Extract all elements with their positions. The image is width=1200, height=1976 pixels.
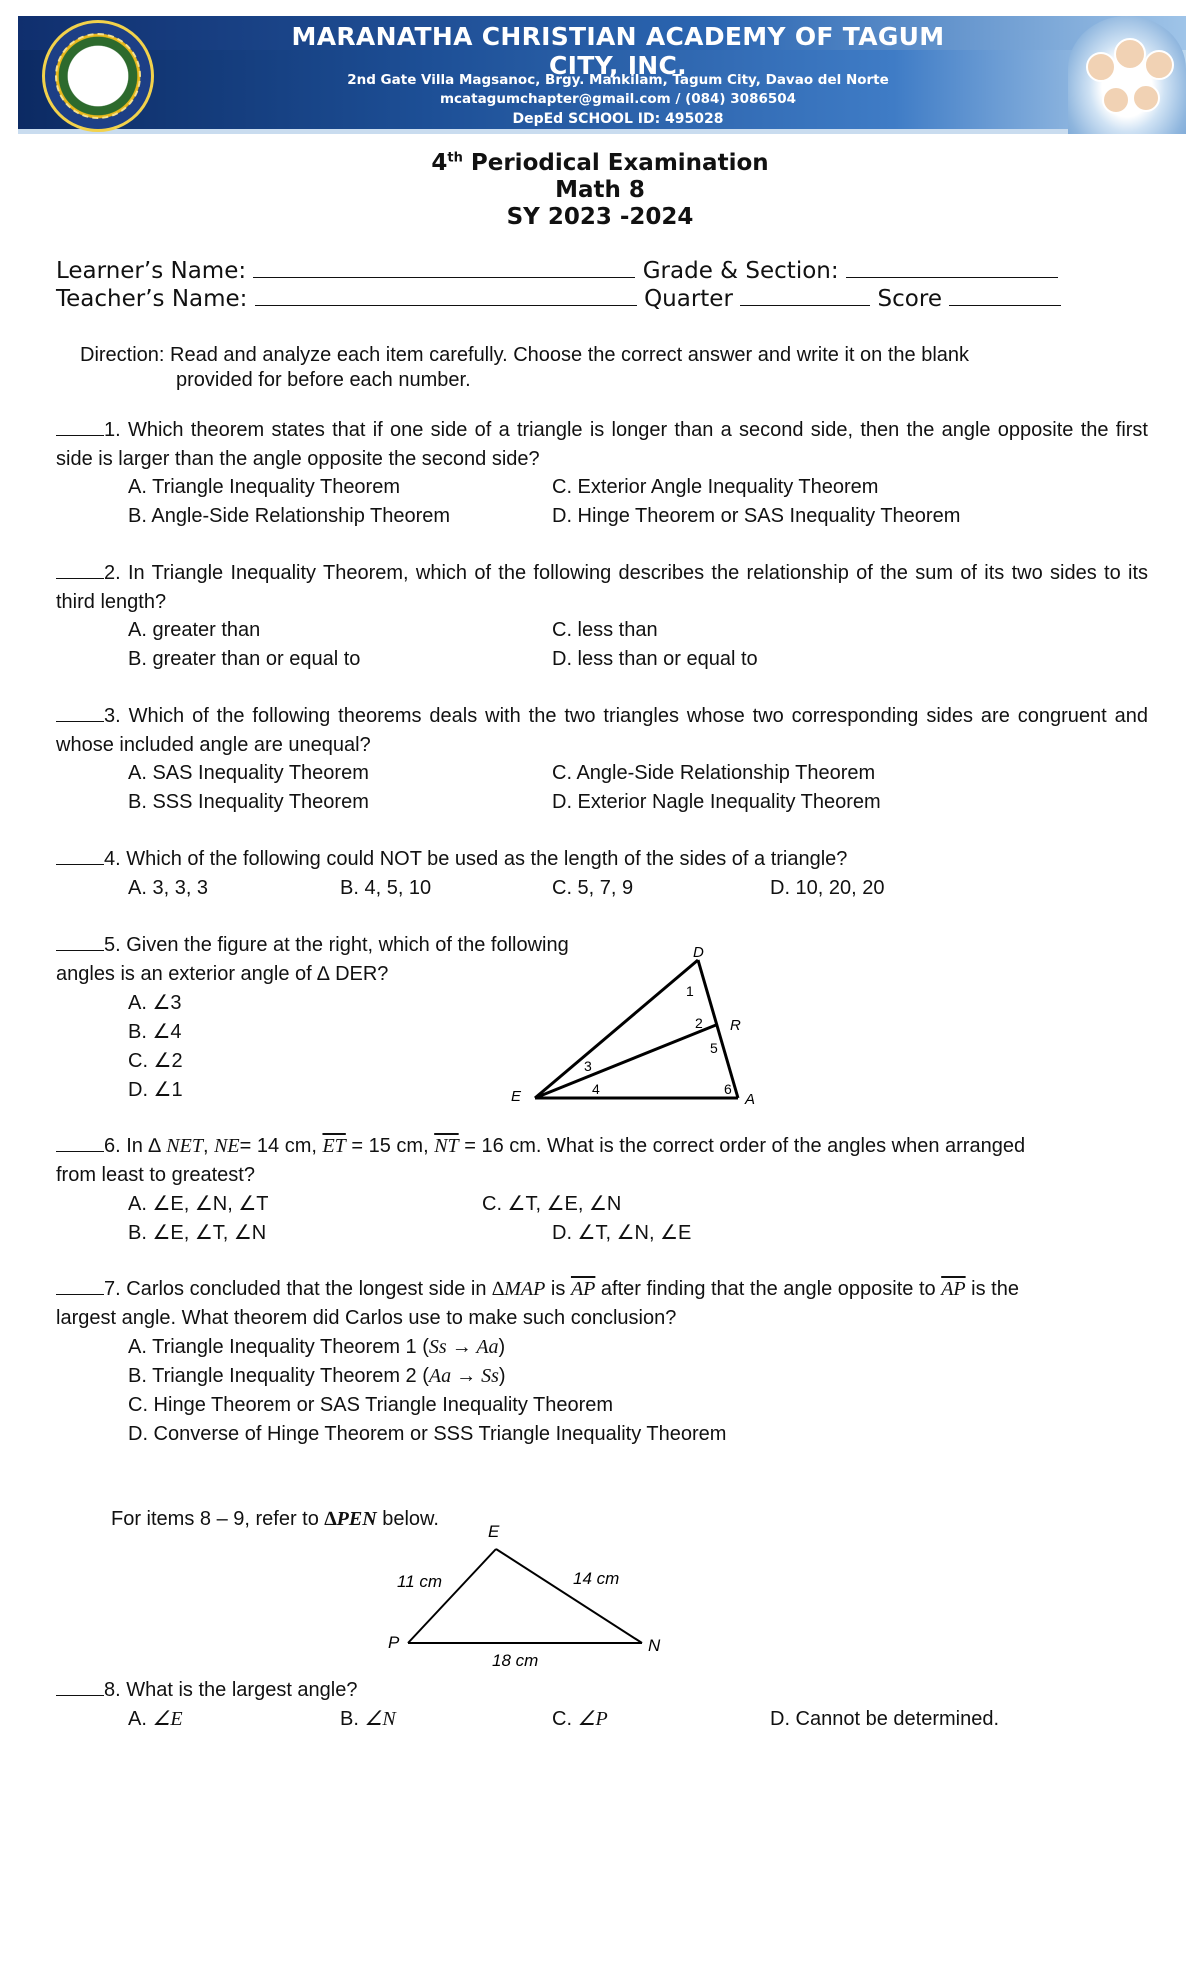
answer-blank-6[interactable] <box>56 1133 104 1152</box>
answer-blank-7[interactable] <box>56 1276 104 1295</box>
question-8: 8. What is the largest angle? <box>56 1676 358 1705</box>
grade-section-label: Grade & Section: <box>642 258 839 284</box>
question-3: 3. Which of the following theorems deals with the two triangles whose two corresponding sides are congruent and whose included angle are unequal? <box>56 705 1148 756</box>
segment-pe <box>408 1549 496 1643</box>
q8-option-d: D. Cannot be determined. <box>770 1708 1000 1730</box>
q4-option-c: C. 5, 7, 9 <box>552 877 634 899</box>
angle-label-6: 6 <box>724 1081 732 1097</box>
q1-option-c: C. Exterior Angle Inequality Theorem <box>552 476 879 498</box>
side-en-length: 14 cm <box>573 1569 620 1588</box>
triangle-der-figure <box>495 940 780 1115</box>
q3-option-a: A. SAS Inequality Theorem <box>128 762 369 784</box>
teacher-name-row <box>56 286 1061 312</box>
q1-option-b: B. Angle-Side Relationship Theorem <box>128 505 451 527</box>
answer-blank-2[interactable] <box>56 560 104 579</box>
items-8-9-instruction: For items 8 – 9, refer to ∆PEN below. <box>111 1508 439 1530</box>
label-e: E <box>511 1088 522 1105</box>
q8-option-c: C. ∠P <box>552 1708 608 1730</box>
question-7-line2: largest angle. What theorem did Carlos use to make such conclusion? <box>56 1307 677 1329</box>
q8-option-b: B. ∠N <box>340 1708 396 1730</box>
grade-section-blank[interactable] <box>846 259 1058 278</box>
angle-label-1: 1 <box>686 983 694 999</box>
answer-blank-5[interactable] <box>56 932 104 951</box>
students-photo <box>1068 16 1186 134</box>
school-address: 2nd Gate Villa Magsanoc, Brgy. Mankilam, Tagum City, Davao del Norte <box>347 72 889 88</box>
q7-option-b: B. Triangle Inequality Theorem 2 (Aa → Ss) <box>128 1365 506 1387</box>
learner-name-blank[interactable] <box>253 259 635 278</box>
angle-label-2: 2 <box>695 1015 703 1031</box>
label-n: N <box>648 1636 661 1655</box>
q3-option-d: D. Exterior Nagle Inequality Theorem <box>552 791 881 813</box>
q1-option-d: D. Hinge Theorem or SAS Inequality Theorem <box>552 505 961 527</box>
segment-ed <box>535 960 698 1098</box>
direction-label: Direction: <box>80 344 165 366</box>
q6-option-c: C. ∠T, ∠E, ∠N <box>482 1193 622 1215</box>
school-year: SY 2023 -2024 <box>506 204 694 230</box>
side-pn-length: 18 cm <box>492 1651 539 1670</box>
q4-option-a: A. 3, 3, 3 <box>128 877 209 899</box>
exam-subject: Math 8 <box>555 177 645 203</box>
q6-option-d: D. ∠T, ∠N, ∠E <box>552 1222 692 1244</box>
q7-option-a: A. Triangle Inequality Theorem 1 (Ss → Aa) <box>128 1336 506 1358</box>
q6-option-b: B. ∠E, ∠T, ∠N <box>128 1222 267 1244</box>
teacher-name-label: Teacher’s Name: <box>56 286 248 312</box>
exam-title: 4th Periodical Examination <box>431 150 769 176</box>
label-e: E <box>488 1522 500 1541</box>
segment-er <box>535 1025 716 1098</box>
label-d: D <box>693 944 704 961</box>
school-contact: mcatagumchapter@gmail.com / (084) 3086504 <box>439 91 797 107</box>
answer-blank-3[interactable] <box>56 703 104 722</box>
question-5: 5. Given the figure at the right, which of the following <box>56 931 569 960</box>
question-7: 7. Carlos concluded that the longest side in ∆MAP is $\overline{AP}$ after finding that the angle opposite to $\overline{AP}$ is the <box>56 1275 1019 1304</box>
q2-option-c: C. less than <box>552 619 658 641</box>
question-6-line2: from least to greatest? <box>56 1164 255 1186</box>
label-p: P <box>388 1633 400 1652</box>
question-1: 1. Which theorem states that if one side of a triangle is longer than a second side, then the angle opposite the first side is larger than the angle opposite the second side? <box>56 419 1148 470</box>
learner-name-row <box>56 258 1058 284</box>
angle-label-4: 4 <box>592 1081 600 1097</box>
quarter-blank[interactable] <box>740 287 870 306</box>
q2-option-d: D. less than or equal to <box>552 648 758 670</box>
q5-option-a: A. ∠3 <box>128 992 182 1014</box>
q2-option-b: B. greater than or equal to <box>128 648 361 670</box>
angle-label-3: 3 <box>584 1058 592 1074</box>
score-label: Score <box>877 286 942 312</box>
q5-option-b: B. ∠4 <box>128 1021 182 1043</box>
q3-option-c: C. Angle-Side Relationship Theorem <box>552 762 876 784</box>
triangle-pen-figure <box>380 1515 680 1670</box>
q4-option-d: D. 10, 20, 20 <box>770 877 885 899</box>
q6-option-a: A. ∠E, ∠N, ∠T <box>128 1193 269 1215</box>
question-6: 6. In ∆ NET, NE= 14 cm, $\overline{ET} = 15$ cm, $\overline{NT} = 16$ cm. What is the correct order of the angles when arranged <box>56 1132 1025 1161</box>
header-banner <box>18 16 1186 134</box>
answer-blank-4[interactable] <box>56 846 104 865</box>
q3-option-b: B. SSS Inequality Theorem <box>128 791 369 813</box>
school-seal-logo <box>42 20 154 132</box>
label-a: A <box>745 1091 756 1108</box>
question-2: 2. In Triangle Inequality Theorem, which of the following describes the relationship of the sum of its two sides to its third length? <box>56 562 1148 613</box>
answer-blank-8[interactable] <box>56 1677 104 1696</box>
side-pe-length: 11 cm <box>397 1572 443 1591</box>
q4-option-b: B. 4, 5, 10 <box>340 877 432 899</box>
question-4: 4. Which of the following could NOT be used as the length of the sides of a triangle? <box>56 845 847 874</box>
q5-option-d: D. ∠1 <box>128 1079 183 1101</box>
learner-name-label: Learner’s Name: <box>56 258 247 284</box>
direction-line1: Direction: Read and analyze each item carefully. Choose the correct answer and write it on the blank <box>80 344 970 366</box>
angle-label-5: 5 <box>710 1040 718 1056</box>
score-blank[interactable] <box>949 287 1061 306</box>
q5-option-c: C. ∠2 <box>128 1050 183 1072</box>
q7-option-d: D. Converse of Hinge Theorem or SSS Triangle Inequality Theorem <box>128 1423 727 1445</box>
school-name: MARANATHA CHRISTIAN ACADEMY OF TAGUM CITY, INC. <box>291 22 945 80</box>
deped-school-id: DepEd SCHOOL ID: 495028 <box>512 111 724 127</box>
segment-en <box>496 1549 642 1643</box>
direction-line2: provided for before each number. <box>176 369 471 391</box>
q7-option-c: C. Hinge Theorem or SAS Triangle Inequality Theorem <box>128 1394 614 1416</box>
banner-bottom-strip <box>18 129 1186 134</box>
question-5-line2: angles is an exterior angle of ∆ DER? <box>56 963 389 985</box>
teacher-name-blank[interactable] <box>255 287 637 306</box>
answer-blank-1[interactable] <box>56 417 104 436</box>
q8-option-a: A. ∠E <box>128 1708 183 1730</box>
q2-option-a: A. greater than <box>128 619 261 641</box>
quarter-label: Quarter <box>644 286 733 312</box>
label-r: R <box>730 1017 741 1034</box>
q1-option-a: A. Triangle Inequality Theorem <box>128 476 401 498</box>
